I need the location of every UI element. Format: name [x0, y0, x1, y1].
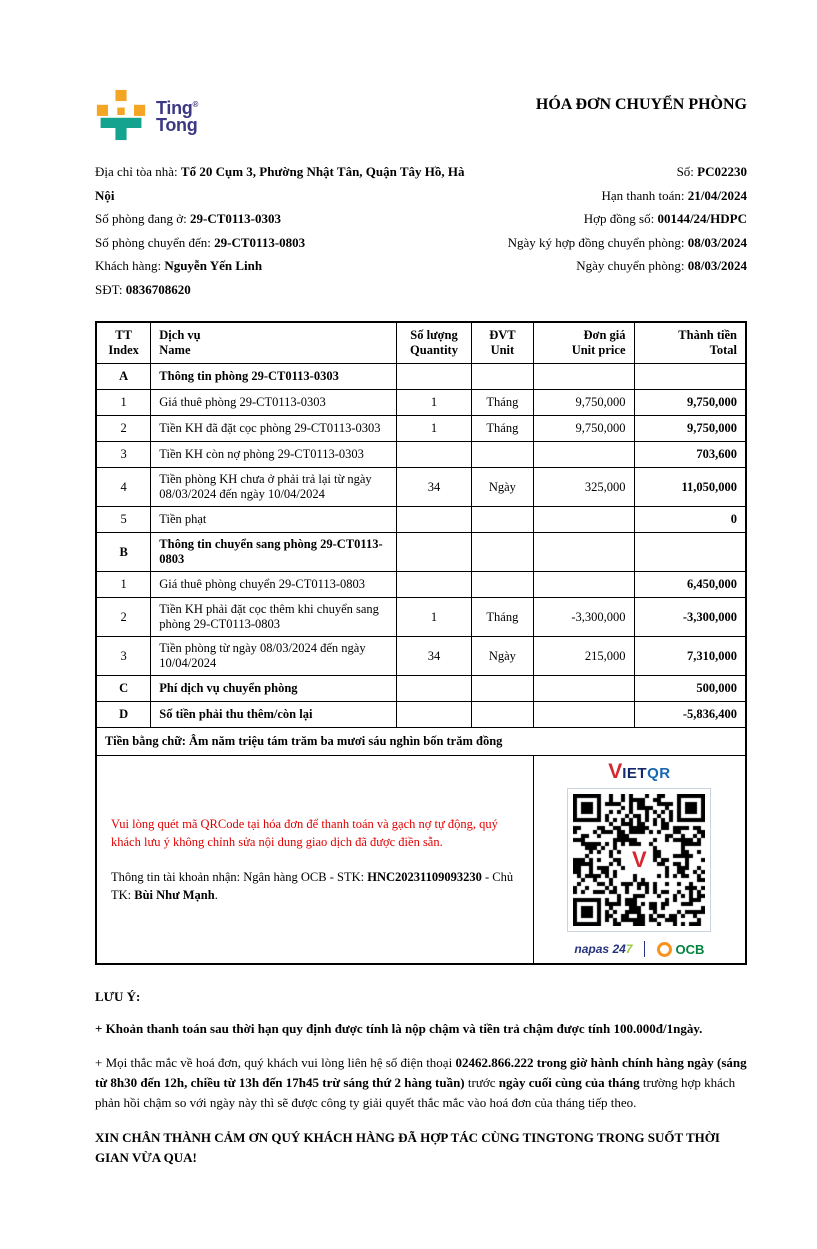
cell-name: Số tiền phải thu thêm/còn lại — [151, 702, 397, 728]
cell-unit — [472, 572, 534, 598]
cell-quantity: 1 — [397, 598, 472, 637]
cell-unit: Tháng — [472, 390, 534, 416]
vietqr-v: V — [608, 760, 623, 783]
cell-name: Tiền phòng KH chưa ở phải trả lại từ ngày 08/03/2024 đến ngày 10/04/2024 — [151, 468, 397, 507]
cell-quantity: 1 — [397, 390, 472, 416]
header-unit: ĐVT Unit — [472, 322, 534, 364]
brand-line1: Ting — [156, 98, 193, 118]
cell-unit-price: -3,300,000 — [533, 598, 634, 637]
cell-unit-price: 9,750,000 — [533, 390, 634, 416]
cell-unit-price — [533, 442, 634, 468]
cell-total — [634, 533, 746, 572]
cell-total: 500,000 — [634, 676, 746, 702]
cell-total: -5,836,400 — [634, 702, 746, 728]
info-line: Khách hàng: Nguyễn Yến Linh — [95, 258, 263, 273]
cell-unit-price: 215,000 — [533, 637, 634, 676]
invoice-info-left — [95, 160, 487, 301]
cell-unit: Ngày — [472, 637, 534, 676]
cell-unit — [472, 702, 534, 728]
cell-index: D — [96, 702, 151, 728]
cell-unit-price — [533, 533, 634, 572]
invoice-table — [95, 321, 747, 965]
header-index: TT Index — [96, 322, 151, 364]
invoice-header — [95, 88, 747, 142]
table-row — [96, 468, 746, 507]
cell-name: Thông tin phòng 29-CT0113-0303 — [151, 364, 397, 390]
cell-quantity — [397, 442, 472, 468]
table-row — [96, 572, 746, 598]
cell-name: Tiền phòng từ ngày 08/03/2024 đến ngày 10/04/2024 — [151, 637, 397, 676]
footer-notes — [95, 989, 747, 1168]
tingtong-logo — [95, 88, 198, 142]
cell-unit — [472, 676, 534, 702]
cell-unit: Ngày — [472, 468, 534, 507]
cell-name: Thông tin chuyển sang phòng 29-CT0113-0803 — [151, 533, 397, 572]
header-quantity: Số lượng Quantity — [397, 322, 472, 364]
table-row — [96, 702, 746, 728]
cell-unit: Tháng — [472, 598, 534, 637]
qr-account-info: Thông tin tài khoản nhận: Ngân hàng OCB - STK: HNC20231109093230 - Chủ TK: Bùi Như Mạnh. — [111, 869, 514, 902]
invoice-table-body — [96, 364, 746, 728]
cell-index: A — [96, 364, 151, 390]
cell-total: 11,050,000 — [634, 468, 746, 507]
vietqr-logo — [538, 762, 741, 784]
cell-unit-price — [533, 676, 634, 702]
brand-registered-mark: ® — [192, 100, 199, 109]
invoice-info — [95, 160, 747, 301]
table-row — [96, 416, 746, 442]
ocb-circle-icon — [657, 942, 672, 957]
cell-quantity — [397, 533, 472, 572]
table-row — [96, 676, 746, 702]
qr-code-cell — [533, 756, 746, 965]
cell-total — [634, 364, 746, 390]
cell-index: 1 — [96, 390, 151, 416]
invoice-info-right — [487, 160, 747, 301]
cell-total: 703,600 — [634, 442, 746, 468]
cell-quantity — [397, 702, 472, 728]
cell-index: 5 — [96, 507, 151, 533]
table-header-row — [96, 322, 746, 364]
info-line: SĐT: 0836708620 — [95, 281, 191, 297]
cell-index: 4 — [96, 468, 151, 507]
cell-unit-price — [533, 364, 634, 390]
table-row — [96, 533, 746, 572]
brand-line2: Tong — [156, 115, 198, 135]
qr-code-frame — [567, 788, 711, 932]
cell-quantity: 34 — [397, 637, 472, 676]
amount-in-words-row — [96, 728, 746, 756]
table-row — [96, 364, 746, 390]
table-row — [96, 637, 746, 676]
table-row — [96, 598, 746, 637]
cell-total: 0 — [634, 507, 746, 533]
cell-unit — [472, 442, 534, 468]
cell-index: 3 — [96, 637, 151, 676]
info-line: Ngày ký hợp đồng chuyển phòng: 08/03/2024 — [507, 234, 747, 250]
header-total: Thành tiền Total — [634, 322, 746, 364]
cell-quantity: 34 — [397, 468, 472, 507]
info-line: Hợp đồng số: 00144/24/HDPC — [583, 211, 747, 226]
cell-index: C — [96, 676, 151, 702]
info-line: Số: PC02230 — [676, 164, 747, 179]
cell-quantity — [397, 572, 472, 598]
cell-unit-price: 325,000 — [533, 468, 634, 507]
payment-brands — [538, 941, 741, 957]
cell-name: Tiền KH đã đặt cọc phòng 29-CT0113-0303 — [151, 416, 397, 442]
qr-payment-note: Vui lòng quét mã QRCode tại hóa đơn để thanh toán và gạch nợ tự động, quý khách lưu ý không chỉnh sửa nội dung giao dịch đã được điền sẵn. — [111, 817, 498, 850]
notes-heading: LƯU Ý: — [95, 989, 141, 1004]
cell-name: Tiền KH còn nợ phòng 29-CT0113-0303 — [151, 442, 397, 468]
info-line: Số phòng chuyển đến: 29-CT0113-0803 — [95, 234, 306, 250]
info-line: Địa chỉ tòa nhà: Tổ 20 Cụm 3, Phường Nhật Tân, Quận Tây Hồ, Hà Nội — [95, 164, 465, 203]
ocb-logo: OCB — [657, 942, 704, 957]
cell-name: Giá thuê phòng 29-CT0113-0303 — [151, 390, 397, 416]
cell-unit: Tháng — [472, 416, 534, 442]
info-line: Số phòng đang ở: 29-CT0113-0303 — [95, 211, 281, 226]
qr-section-row — [96, 756, 746, 965]
cell-name: Phí dịch vụ chuyển phòng — [151, 676, 397, 702]
cell-quantity: 1 — [397, 416, 472, 442]
amount-in-words: Tiền bằng chữ: Âm năm triệu tám trăm ba mươi sáu nghìn bốn trăm đồng — [96, 728, 746, 756]
cell-quantity — [397, 507, 472, 533]
brand-divider — [644, 941, 645, 957]
cell-unit — [472, 533, 534, 572]
note-late-payment: + Khoản thanh toán sau thời hạn quy định được tính là nộp chậm và tiền trả chậm được tính 100.000đ/1ngày. — [95, 1021, 703, 1036]
header-name: Dịch vụ Name — [151, 322, 397, 364]
vietqr-iet: IET — [622, 765, 648, 782]
cell-total: 9,750,000 — [634, 416, 746, 442]
cell-total: -3,300,000 — [634, 598, 746, 637]
cell-index: B — [96, 533, 151, 572]
cell-index: 1 — [96, 572, 151, 598]
table-row — [96, 442, 746, 468]
cell-quantity — [397, 364, 472, 390]
cell-total: 7,310,000 — [634, 637, 746, 676]
qr-instructions-cell — [96, 756, 533, 965]
cell-unit-price — [533, 507, 634, 533]
cell-unit — [472, 364, 534, 390]
header-unit-price: Đơn giá Unit price — [533, 322, 634, 364]
info-line: Hạn thanh toán: 21/04/2024 — [601, 187, 747, 203]
cell-total: 9,750,000 — [634, 390, 746, 416]
cell-name: Giá thuê phòng chuyển 29-CT0113-0803 — [151, 572, 397, 598]
vietqr-qr: QR — [647, 765, 671, 782]
cell-name: Tiền phạt — [151, 507, 397, 533]
cell-unit-price — [533, 572, 634, 598]
cell-index: 2 — [96, 598, 151, 637]
info-line: Ngày chuyển phòng: 08/03/2024 — [576, 258, 747, 273]
note-contact: + Mọi thắc mắc về hoá đơn, quý khách vui lòng liên hệ số điện thoại 02462.866.222 trong giờ hành chính hàng ngày (sáng từ 8h30 đến 12h, chiều từ 13h đến 17h45 trừ sáng thứ 2 hàng tuần) trước ngày cuối cùng của tháng trường hợp khách phản hồi chậm so với ngày này thì sẽ được công ty giải quyết thắc mắc vào hoá đơn của tháng tiếp theo. — [95, 1055, 747, 1111]
cell-name: Tiền KH phải đặt cọc thêm khi chuyển sang phòng 29-CT0113-0803 — [151, 598, 397, 637]
invoice-content — [95, 88, 747, 1168]
cell-index: 2 — [96, 416, 151, 442]
cell-index: 3 — [96, 442, 151, 468]
cell-unit — [472, 507, 534, 533]
tingtong-logo-icon — [95, 88, 147, 142]
cell-unit-price — [533, 702, 634, 728]
table-row — [96, 390, 746, 416]
cell-total: 6,450,000 — [634, 572, 746, 598]
tingtong-wordmark — [156, 96, 198, 134]
cell-unit-price: 9,750,000 — [533, 416, 634, 442]
page-title: HÓA ĐƠN CHUYỂN PHÒNG — [535, 96, 747, 113]
note-thanks: XIN CHÂN THÀNH CẢM ƠN QUÝ KHÁCH HÀNG ĐÃ HỢP TÁC CÙNG TINGTONG TRONG SUỐT THỜI GIAN VỪA QUA! — [95, 1129, 720, 1165]
table-row — [96, 507, 746, 533]
cell-quantity — [397, 676, 472, 702]
napas-logo: napas 247 — [574, 942, 633, 956]
vietqr-center-mark-icon: V — [632, 847, 647, 872]
